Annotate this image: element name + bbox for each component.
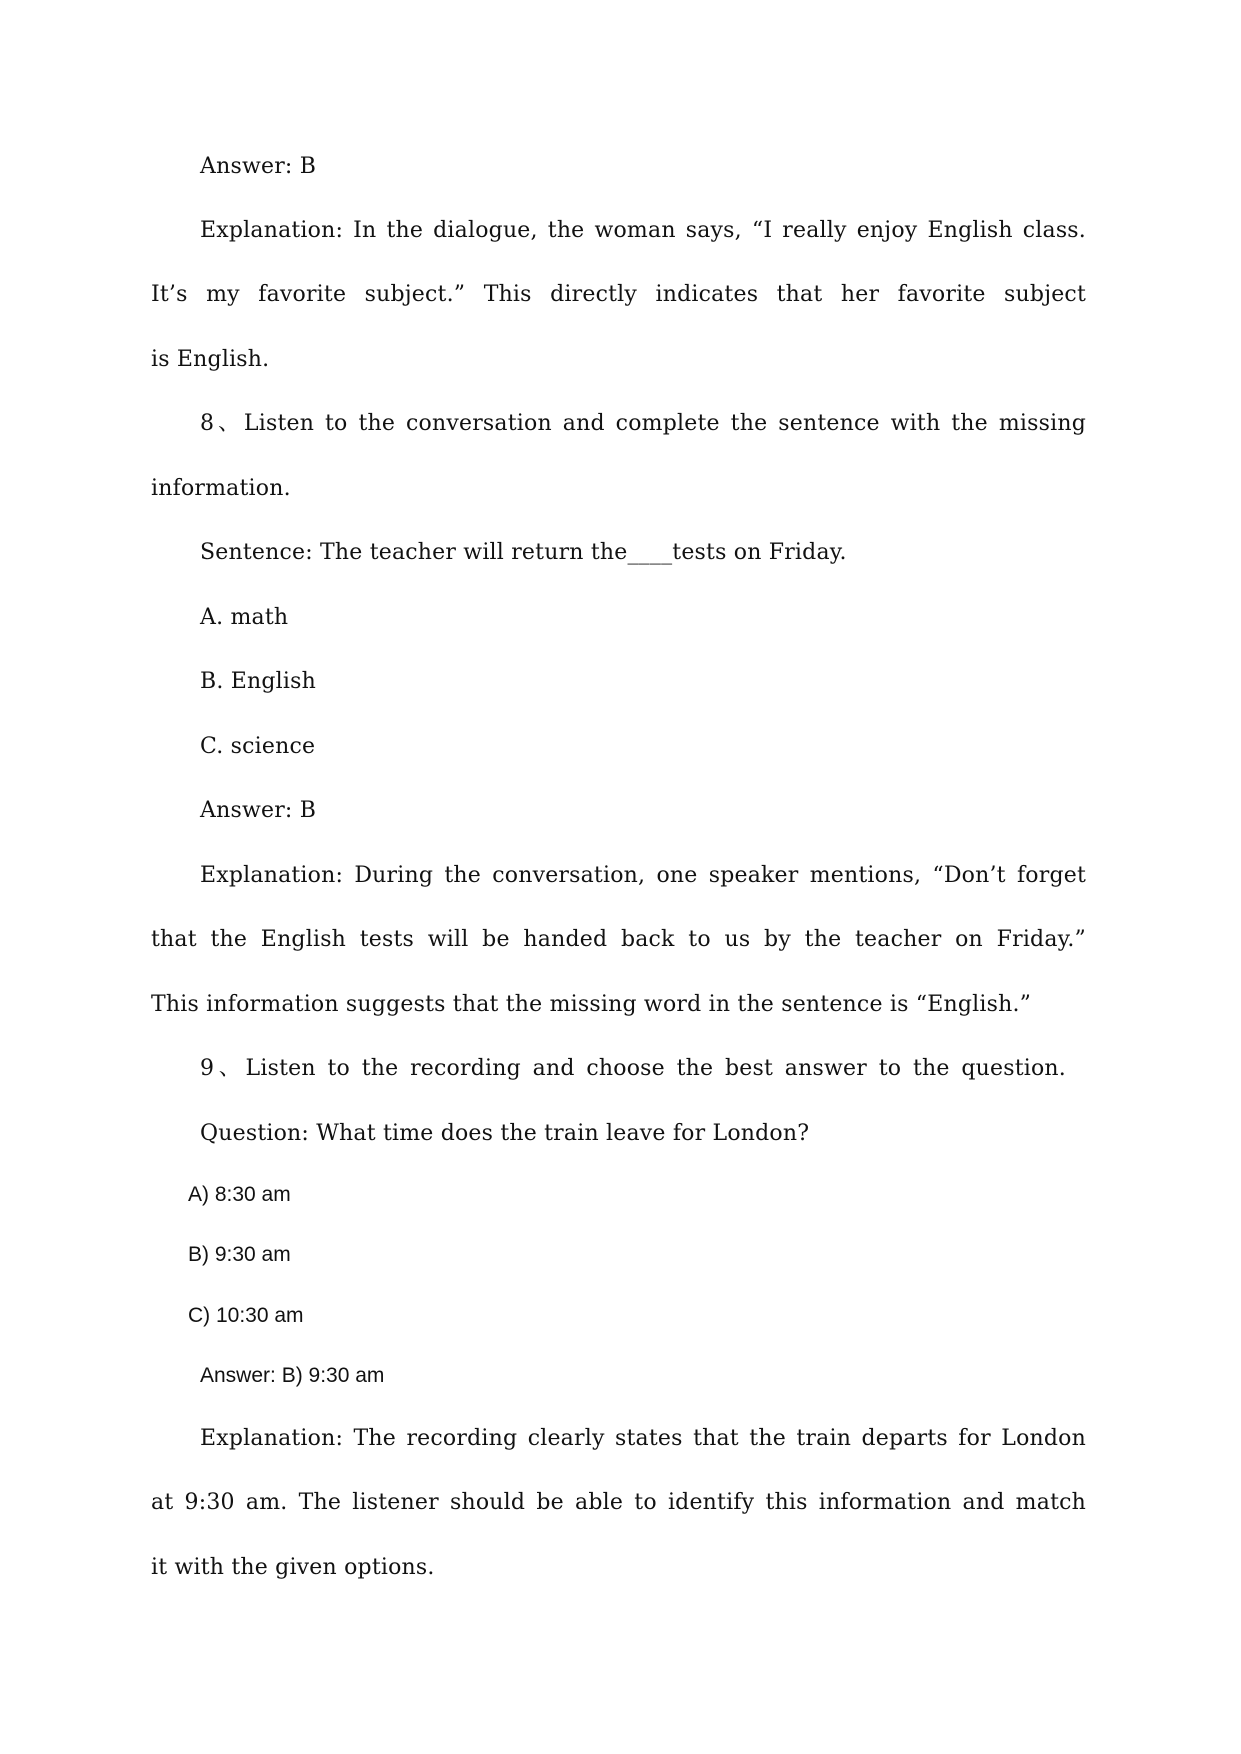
explanation-q8-line-1: Explanation: During the conversation, one speaker mentions, “Don’t forget — [200, 863, 1086, 888]
explanation-q9-line-1: Explanation: The recording clearly states that the train departs for London — [200, 1426, 1086, 1451]
question-8-line-2: information. — [151, 476, 291, 501]
explanation-q9-line-3: it with the given options. — [151, 1555, 435, 1580]
option-a-q8: A. math — [200, 605, 289, 630]
question-9-line-1: 9、Listen to the recording and choose the best answer to the question. — [200, 1056, 1066, 1081]
explanation-q7-line-2: It’s my favorite subject.” This directly indicates that her favorite subject — [151, 282, 1086, 307]
explanation-q9-line-2: at 9:30 am. The listener should be able to identify this information and match — [151, 1490, 1086, 1515]
question-8-line-1: 8、Listen to the conversation and complete the sentence with the missing — [200, 411, 1086, 436]
answer-line-q7: Answer: B — [200, 154, 317, 179]
explanation-q7-line-1: Explanation: In the dialogue, the woman says, “I really enjoy English class. — [200, 218, 1086, 243]
explanation-q8-line-3: This information suggests that the missing word in the sentence is “English.” — [151, 992, 1032, 1017]
explanation-q7-line-3: is English. — [151, 347, 270, 372]
option-c-q8: C. science — [200, 734, 316, 759]
question-9-prompt: Question: What time does the train leave for London? — [200, 1121, 810, 1146]
option-a-q9: A) 8:30 am — [188, 1183, 291, 1206]
option-b-q9: B) 9:30 am — [188, 1243, 291, 1266]
sentence-q8: Sentence: The teacher will return the____tests on Friday. — [200, 540, 847, 565]
answer-line-q8: Answer: B — [200, 798, 317, 823]
explanation-q8-line-2: that the English tests will be handed back to us by the teacher on Friday.” — [151, 927, 1086, 952]
option-b-q8: B. English — [200, 669, 316, 694]
answer-line-q9: Answer: B) 9:30 am — [200, 1364, 385, 1387]
option-c-q9: C) 10:30 am — [188, 1304, 304, 1327]
